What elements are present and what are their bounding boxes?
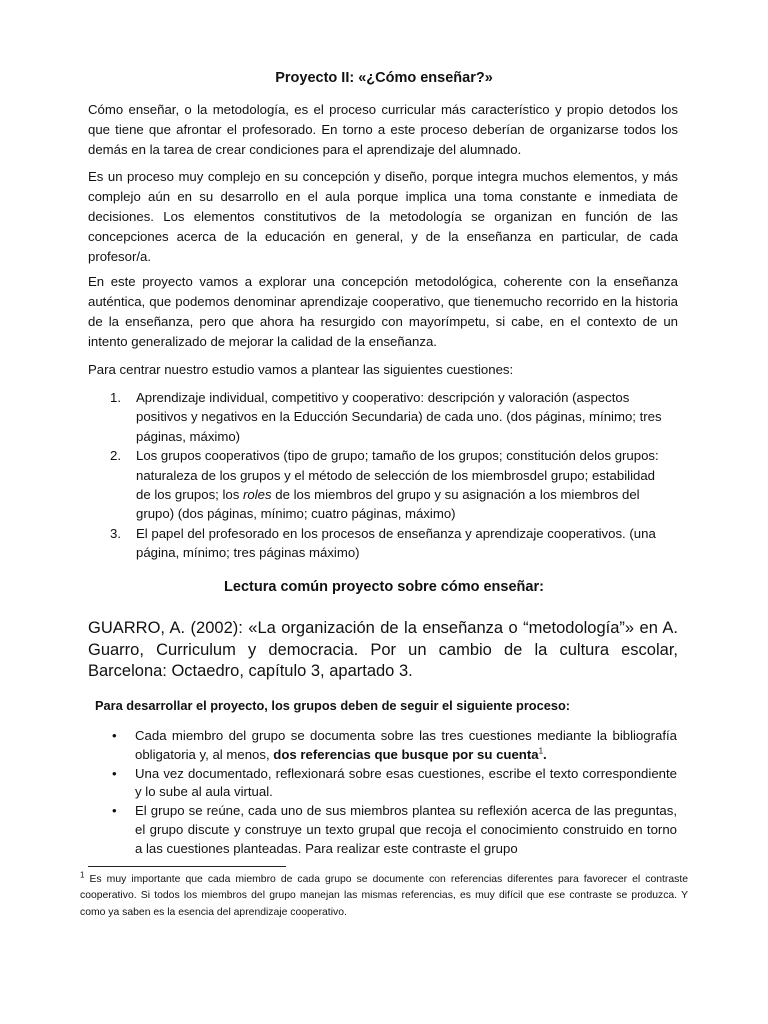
list-number: 1. xyxy=(110,390,121,405)
list-item xyxy=(110,388,670,446)
question-text: Aprendizaje individual, competitivo y cooperativo: descripción y valoración (aspectos positivos y negativos en la Educción Secundaria) de cada uno. (dos páginas, mínimo; tres páginas, máximo) xyxy=(136,390,662,444)
list-item xyxy=(110,446,670,524)
footnote-reference: 1 xyxy=(538,746,544,756)
footnote-text: Es muy importante que cada miembro de cada grupo se documente con referencias diferentes para favorecer el contraste cooperativo. Si todos los miembros del grupo manejan las mismas referencias, es muy difícil que ese contraste se produzca. Y como ya saben es la esencia del aprendizaje cooperativo. xyxy=(80,874,689,918)
bibliographic-reference: GUARRO, A. (2002): «La organización de la enseñanza o “metodología”» en A. Guarro, Curriculum y democracia. Por un cambio de la cultura escolar, Barcelona: Octaedro, capítulo 3, apartado 3. xyxy=(88,619,678,680)
list-number: 3. xyxy=(110,525,121,541)
question-text-italic: roles xyxy=(243,487,272,503)
footnote-mark: 1 xyxy=(80,870,85,880)
bullet-icon: • xyxy=(112,803,117,819)
complexity-paragraph: Es un proceso muy complejo en su concepción y diseño, porque integra muchos elementos, y más complejo aún en su desarrollo en el aula porque implica una toma constante e inmediata de decisiones. Los elementos constitutivos de la metodología se organizan en función de las concepciones acerca de la educación en general, y de la enseñanza en particular, de cada profesor/a. xyxy=(88,169,678,264)
step-text-bold: dos referencias que busque por su cuenta xyxy=(273,746,539,762)
bullet-icon: • xyxy=(112,728,117,743)
list-item xyxy=(110,727,677,765)
footnote-divider xyxy=(88,866,286,867)
step-text: Una vez documentado, reflexionará sobre esas cuestiones, escribe el texto correspondiente y lo sube al aula virtual. xyxy=(135,765,677,800)
intro-paragraph: Cómo enseñar, o la metodología, es el proceso curricular más característico y propio detodos los que tiene que afrontar el profesorado. En torno a este proceso deberían de organizarse todos los demás en la tarea de crear condiciones para el aprendizaje del alumnado. xyxy=(88,102,678,157)
questions-list xyxy=(110,388,670,563)
question-text: El papel del profesorado en los procesos de enseñanza y aprendizaje cooperativos. (una página, mínimo; tres páginas máximo) xyxy=(136,525,656,561)
questions-intro-paragraph: Para centrar nuestro estudio vamos a plantear las siguientes cuestiones: xyxy=(88,362,514,377)
list-item xyxy=(110,524,670,563)
list-number: 2. xyxy=(110,448,121,464)
footnote xyxy=(80,872,688,921)
list-item xyxy=(110,765,677,803)
list-item xyxy=(110,802,677,858)
step-text: El grupo se reúne, cada uno de sus miembros plantea su reflexión acerca de las preguntas, el grupo discute y construye un texto grupal que recoja el conocimiento construido en torno a las cuestiones planteadas. Para realizar este contraste el grupo xyxy=(135,803,677,856)
question-text-before: Los grupos cooperativos (tipo de grupo; tamaño de los grupos; constitución delos grupos: naturaleza de los grupos y el método de selección de los miembrosdel grupo; estabilidad de los grupos; los xyxy=(136,448,659,503)
step-text-before: Cada miembro del grupo se documenta sobre las tres cuestiones mediante la bibliografía obligatoria y, al menos, xyxy=(135,728,677,762)
question-text-after: de los miembros del grupo y su asignación a los miembros del grupo) (dos páginas, mínimo; cuatro páginas, máximo) xyxy=(136,487,640,522)
bullet-icon: • xyxy=(112,765,117,781)
step-text-after: . xyxy=(543,746,547,762)
process-steps-list xyxy=(110,727,677,859)
process-heading: Para desarrollar el proyecto, los grupos deben de seguir el siguiente proceso: xyxy=(95,698,571,713)
page-title: Proyecto II: «¿Cómo enseñar?» xyxy=(275,70,493,86)
cooperative-learning-paragraph: En este proyecto vamos a explorar una concepción metodológica, coherente con la enseñanza auténtica, que podemos denominar aprendizaje cooperativo, que tienemucho recorrido en la historia de la enseñanza, pero que ahora ha resurgido con mayorímpetu, si cabe, en el contexto de un intento generalizado de mejorar la calidad de la enseñanza. xyxy=(88,274,678,349)
reading-heading: Lectura común proyecto sobre cómo enseñar: xyxy=(224,579,544,595)
